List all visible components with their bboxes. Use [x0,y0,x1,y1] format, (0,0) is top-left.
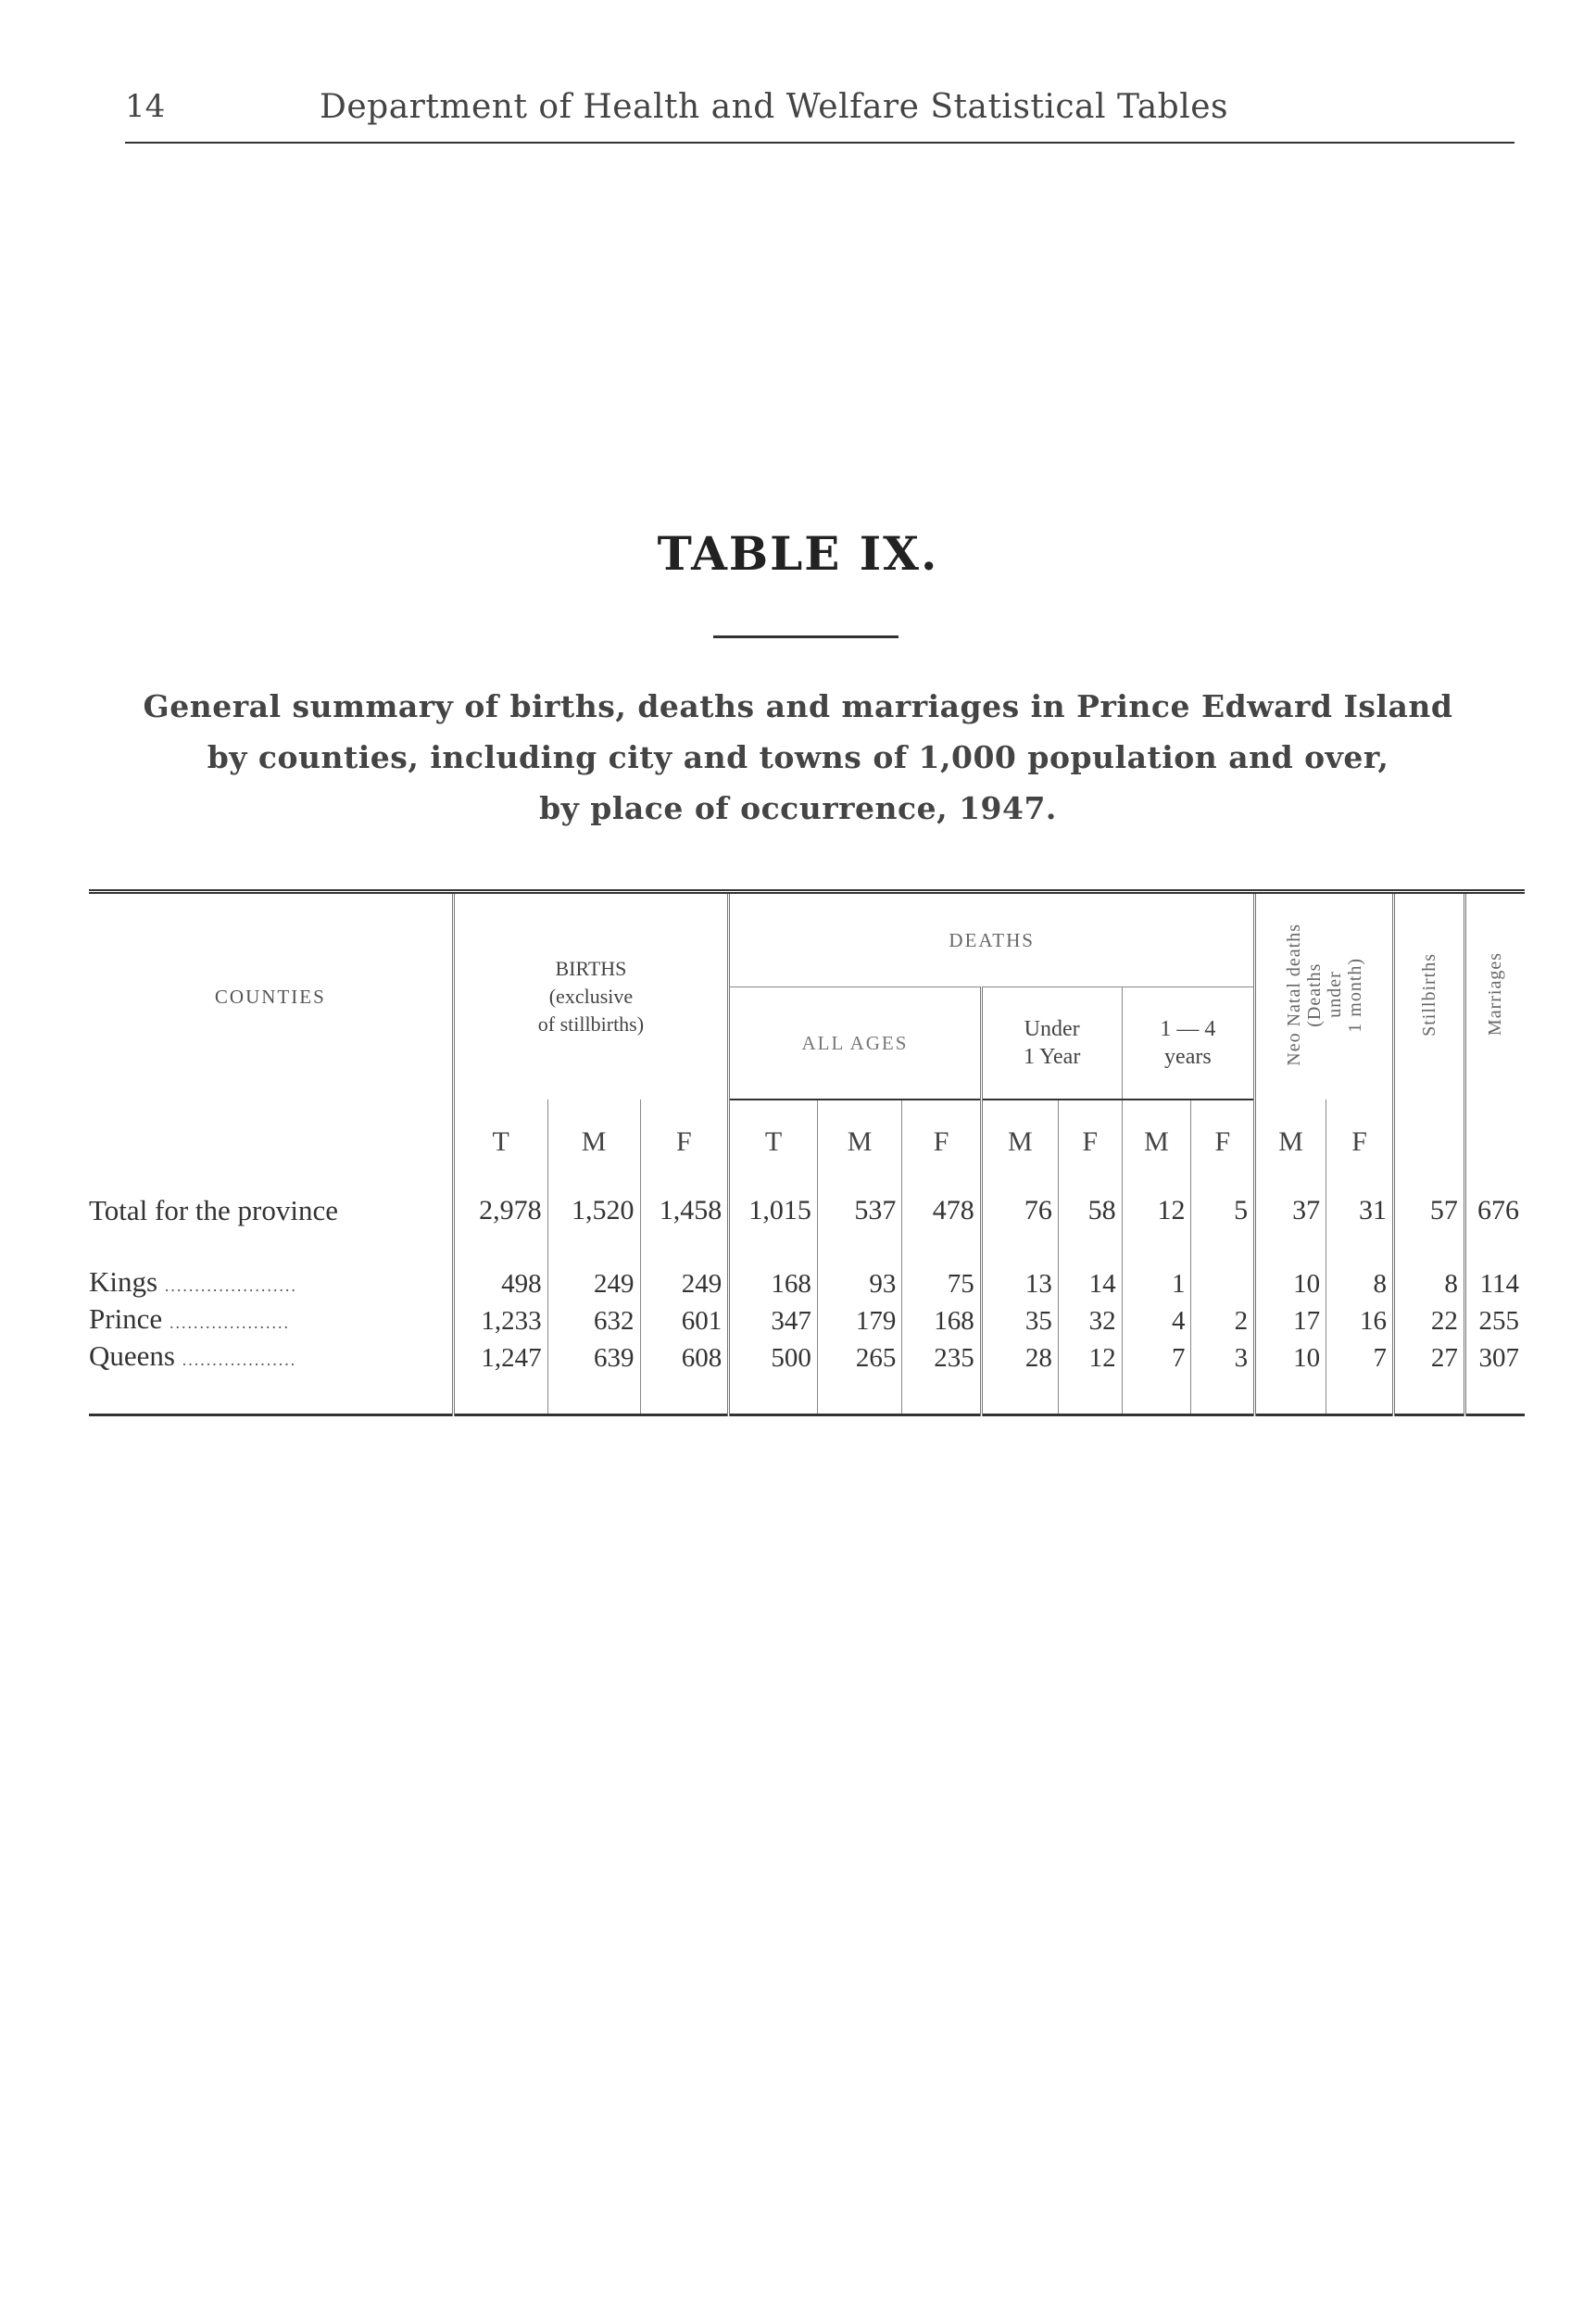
neonatal-f-header: F [1326,1100,1394,1184]
table-caption [93,681,1503,834]
deaths-f-cell: 168 [902,1302,981,1339]
caption-line-3: by place of occurrence, 1947. [539,790,1057,826]
births-header-line-2: (exclusive [548,985,634,1008]
years-1-4-line-1: 1 — 4 [1160,1017,1216,1041]
neonatal-f-cell: 7 [1326,1339,1394,1376]
total-row [89,1184,1525,1238]
marriages-cell: 307 [1464,1339,1525,1376]
births-header-line-3: of stillbirths) [537,1012,645,1036]
neonatal-header-text [1284,924,1365,1066]
all-ages-column-header [729,987,982,1100]
all-ages-header-text: ALL AGES [801,1032,909,1054]
neonatal-header-line-4: 1 month) [1344,957,1365,1032]
stillbirths-cell: 22 [1393,1302,1464,1339]
under1-f-cell: 12 [1058,1339,1122,1376]
total-years14-f: 5 [1191,1184,1255,1238]
under-1-year-line-1: Under [1024,1017,1080,1041]
under1-f-header: F [1058,1100,1122,1184]
years14-f-cell [1191,1265,1255,1302]
under1-f-cell: 32 [1058,1302,1122,1339]
under1-m-cell: 28 [981,1339,1058,1376]
births-m-cell: 249 [547,1265,640,1302]
running-head [125,88,1514,144]
county-name: Prince [89,1302,163,1335]
births-t-cell: 498 [453,1265,547,1302]
caption-line-2: by counties, including city and towns of 1,000 population and over, [207,739,1389,775]
years14-m-header: M [1122,1100,1191,1184]
under-1-year-column-header [981,987,1122,1100]
under1-m-header: M [981,1100,1058,1184]
deaths-m-cell: 265 [817,1339,902,1376]
deaths-t-cell: 500 [729,1339,818,1376]
counties-column-header: COUNTIES [214,985,326,1008]
years14-m-cell: 1 [1122,1265,1191,1302]
births-m-cell: 632 [547,1302,640,1339]
subheader-blank [89,1100,453,1184]
deaths-f-cell: 235 [902,1339,981,1376]
deaths-t-cell: 168 [729,1265,818,1302]
dot-leader: ................... [182,1351,297,1369]
spacer-row [89,1238,1525,1265]
total-years14-m: 12 [1122,1184,1191,1238]
births-m-header: M [547,1100,640,1184]
deaths-m-cell: 93 [817,1265,902,1302]
deaths-m-cell: 179 [817,1302,902,1339]
page-number: 14 [125,88,166,125]
marriages-header-text: Marriages [1485,952,1506,1037]
table-row [89,1339,1525,1376]
caption-line-1: General summary of births, deaths and marriages in Prince Edward Island [143,688,1453,724]
births-header-line-1: BIRTHS [555,957,627,980]
county-name: Kings [89,1265,158,1298]
total-deaths-t: 1,015 [729,1184,818,1238]
neonatal-m-cell: 10 [1255,1339,1326,1376]
under1-f-cell: 14 [1058,1265,1122,1302]
total-births-f: 1,458 [640,1184,729,1238]
total-marriages: 676 [1464,1184,1525,1238]
dot-leader: ...................... [164,1276,297,1295]
neonatal-m-cell: 17 [1255,1302,1326,1339]
running-head-title: Department of Health and Welfare Statistical Tables [320,88,1228,126]
total-births-m: 1,520 [547,1184,640,1238]
total-deaths-f: 478 [902,1184,981,1238]
stillbirths-blank [1393,1100,1464,1184]
deaths-f-cell: 75 [902,1265,981,1302]
neonatal-header-line-1: Neo Natal deaths [1283,923,1304,1066]
stillbirths-cell: 8 [1393,1265,1464,1302]
under-1-year-line-2: 1 Year [1023,1045,1081,1069]
spacer-row [89,1376,1525,1415]
under1-m-cell: 13 [981,1265,1058,1302]
county-name: Queens [89,1339,175,1372]
total-row-label: Total for the province [89,1194,338,1226]
total-deaths-m: 537 [817,1184,902,1238]
births-column-header [453,892,728,1100]
years14-m-cell: 4 [1122,1302,1191,1339]
county-label [89,1265,453,1302]
marriages-cell: 114 [1464,1265,1525,1302]
county-label [89,1302,453,1339]
total-under1-f: 58 [1058,1184,1122,1238]
years-1-4-line-2: years [1164,1045,1212,1069]
marriages-column-header [1464,892,1525,1100]
neonatal-m-cell: 10 [1255,1265,1326,1302]
neonatal-f-cell: 16 [1326,1302,1394,1339]
total-under1-m: 76 [981,1184,1058,1238]
deaths-t-cell: 347 [729,1302,818,1339]
stillbirths-column-header [1393,892,1464,1100]
total-stillbirths: 57 [1393,1184,1464,1238]
total-neonatal-f: 31 [1326,1184,1394,1238]
years14-f-cell: 2 [1191,1302,1255,1339]
deaths-f-header: F [902,1100,981,1184]
statistics-table [89,889,1525,1416]
marriages-blank [1464,1100,1525,1184]
years14-m-cell: 7 [1122,1339,1191,1376]
years14-f-cell: 3 [1191,1339,1255,1376]
births-t-cell: 1,247 [453,1339,547,1376]
deaths-column-header: DEATHS [729,892,1255,987]
total-births-t: 2,978 [453,1184,547,1238]
marriages-cell: 255 [1464,1302,1525,1339]
years14-f-header: F [1191,1100,1255,1184]
stillbirths-header-text: Stillbirths [1418,952,1439,1037]
stillbirths-cell: 27 [1393,1339,1464,1376]
table-title: TABLE IX. [657,526,939,581]
deaths-t-header: T [729,1100,818,1184]
births-t-header: T [453,1100,547,1184]
table-row [89,1302,1525,1339]
neonatal-f-cell: 8 [1326,1265,1394,1302]
years-1-4-column-header [1122,987,1255,1100]
births-t-cell: 1,233 [453,1302,547,1339]
neonatal-header-line-2: (Deaths [1303,961,1325,1027]
dot-leader: .................... [169,1313,290,1332]
total-neonatal-m: 37 [1255,1184,1326,1238]
under1-m-cell: 35 [981,1302,1058,1339]
deaths-m-header: M [817,1100,902,1184]
county-label [89,1339,453,1376]
title-rule [713,635,899,638]
neonatal-column-header [1255,892,1394,1100]
neonatal-header-line-3: under [1324,971,1345,1018]
births-m-cell: 639 [547,1339,640,1376]
subheader-row [89,1100,1525,1184]
table-row [89,1265,1525,1302]
births-f-cell: 608 [640,1339,729,1376]
births-f-header: F [640,1100,729,1184]
births-f-cell: 601 [640,1302,729,1339]
births-f-cell: 249 [640,1265,729,1302]
neonatal-m-header: M [1255,1100,1326,1184]
